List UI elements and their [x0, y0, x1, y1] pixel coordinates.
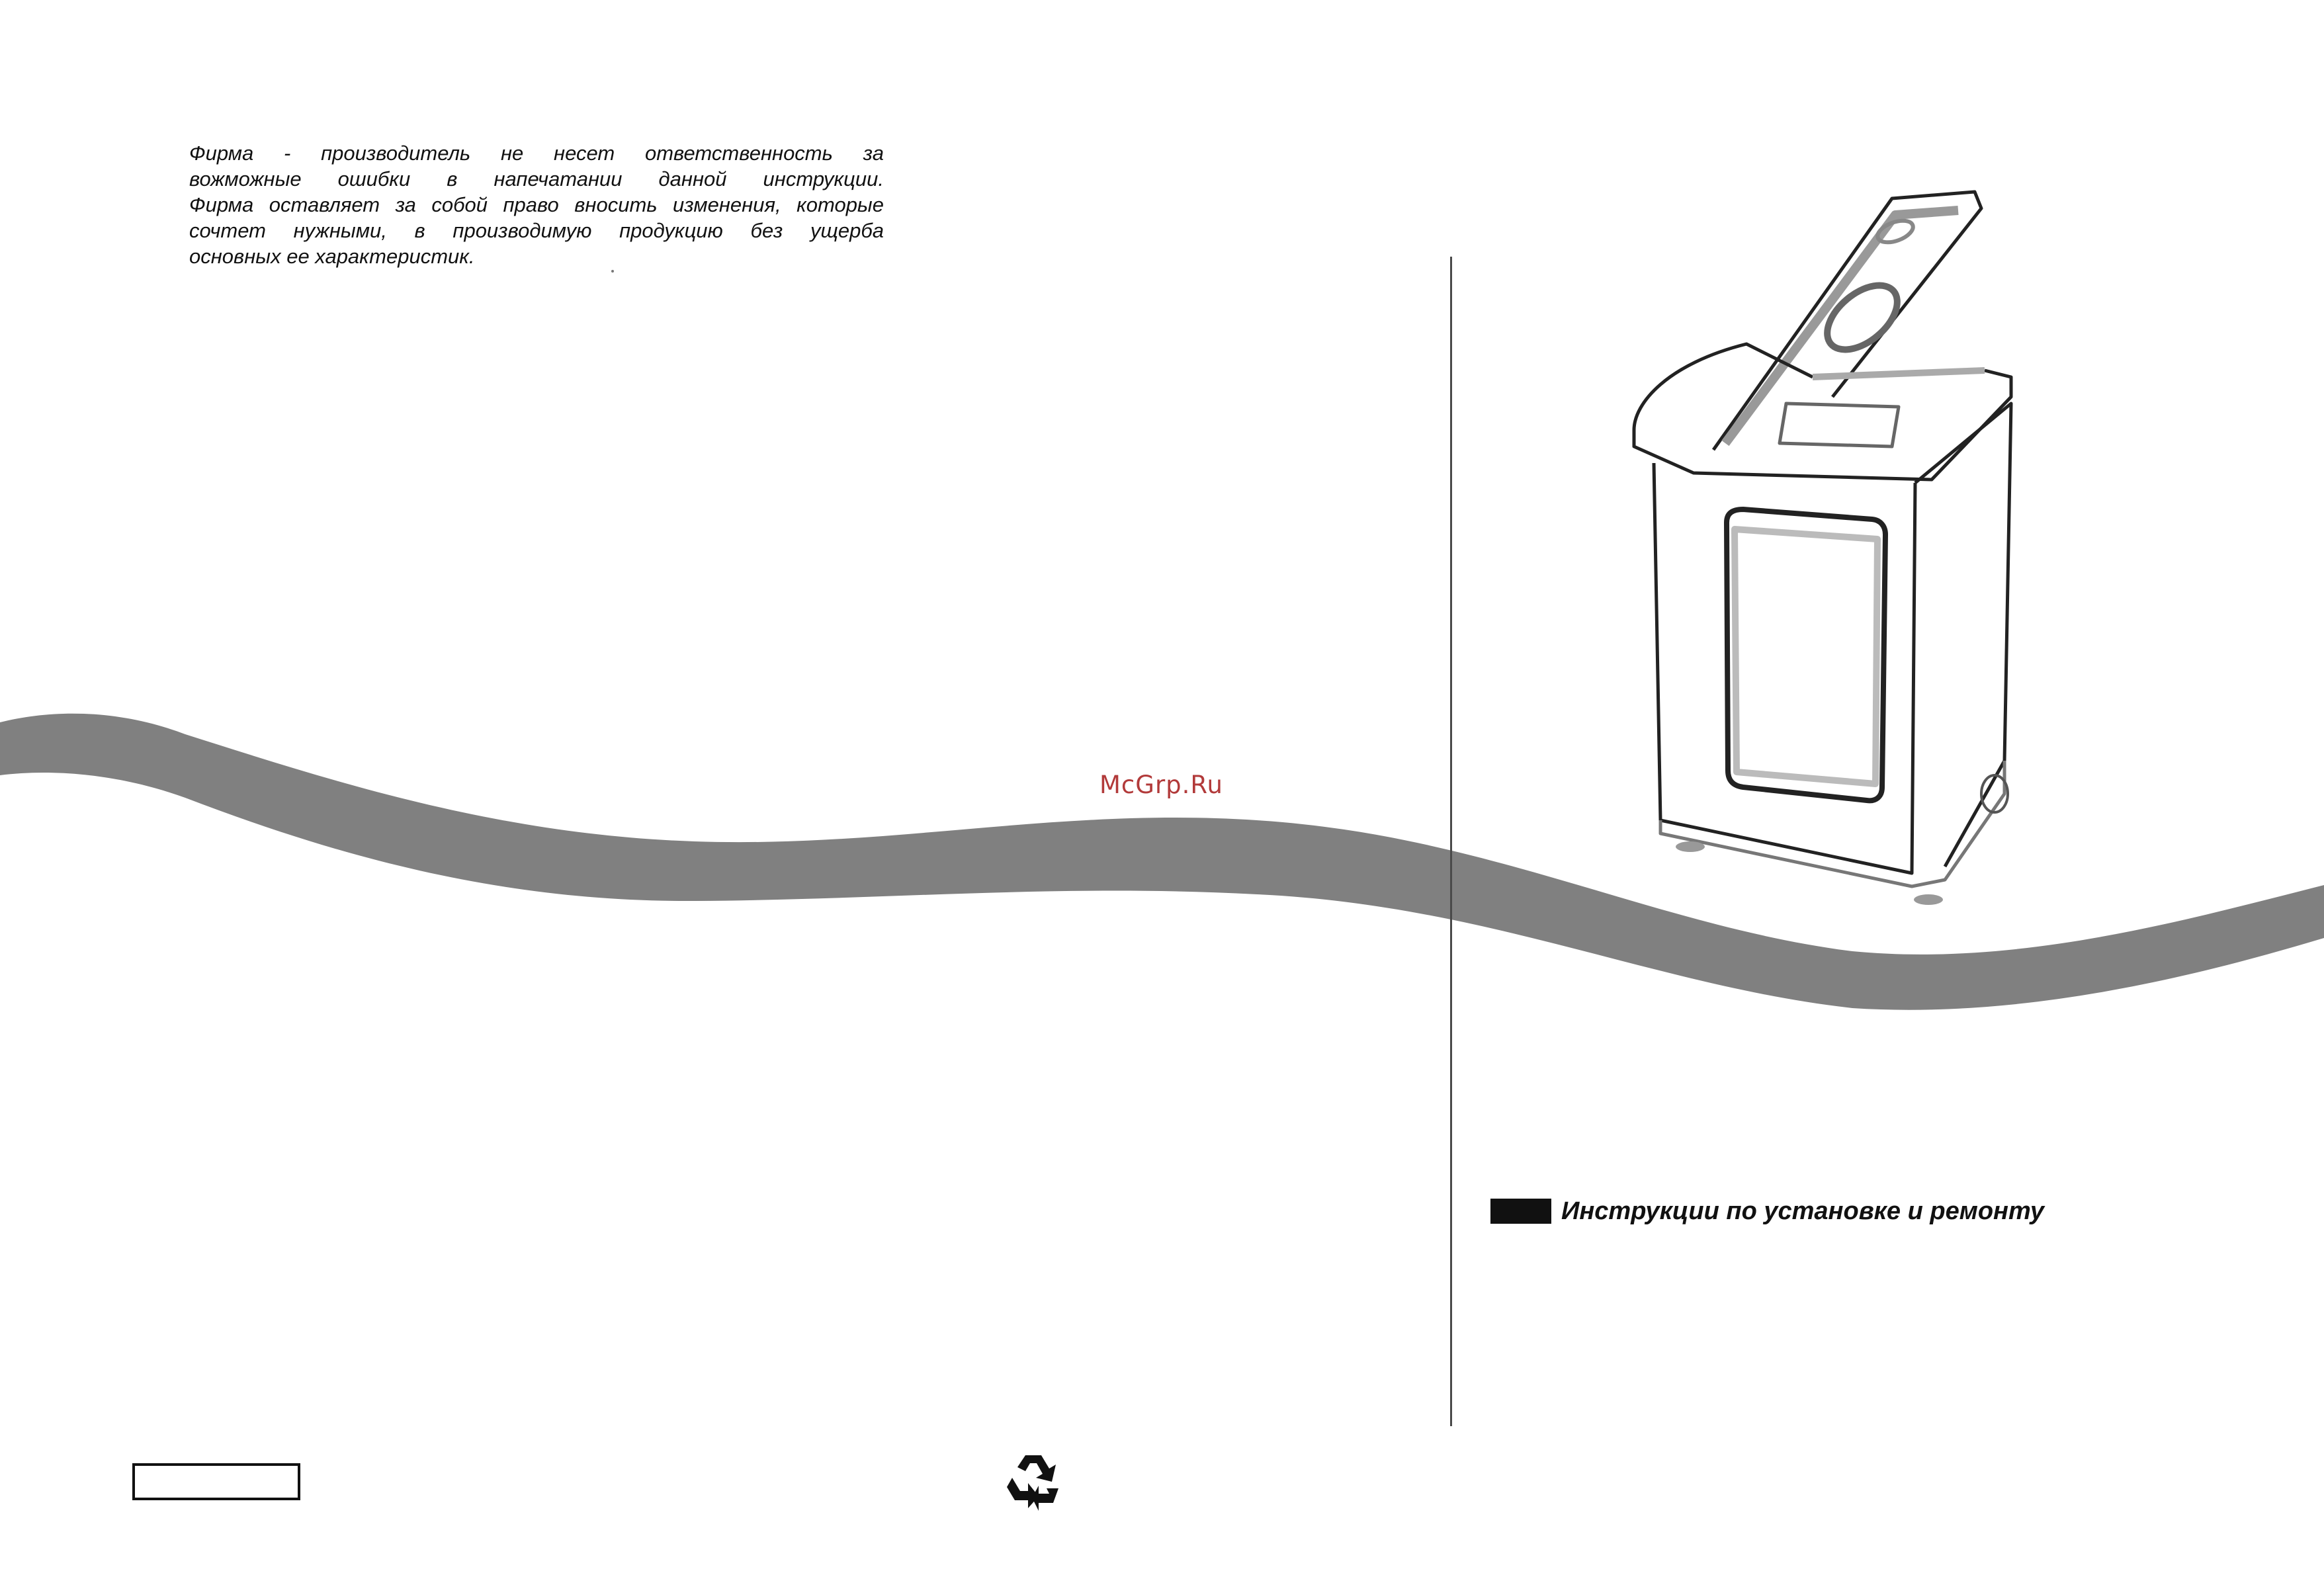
disclaimer-line: вожможные ошибки в напечатании данной инструкции.	[189, 167, 884, 191]
disclaimer-line: Фирма - производитель не несет ответственность за	[189, 142, 884, 165]
disclaimer-line: Фирма оставляет за собой право вносить изменения, которые	[189, 193, 884, 216]
disclaimer-line: сочтет нужными, в производимую продукцию без ущерба	[189, 219, 884, 242]
disclaimer-text	[189, 140, 884, 269]
recycle-icon	[1000, 1447, 1066, 1513]
title-bar-mark	[1490, 1199, 1551, 1224]
washing-machine-icon	[1614, 179, 2024, 919]
page-divider	[1450, 257, 1452, 1426]
watermark-link[interactable]: McGrp.Ru	[1099, 771, 1223, 799]
code-box	[132, 1463, 300, 1500]
disclaimer-line: основных ее характеристик.	[189, 245, 475, 268]
speck	[611, 270, 614, 273]
document-subtitle: Инструкции по установке и ремонту	[1561, 1197, 2044, 1225]
